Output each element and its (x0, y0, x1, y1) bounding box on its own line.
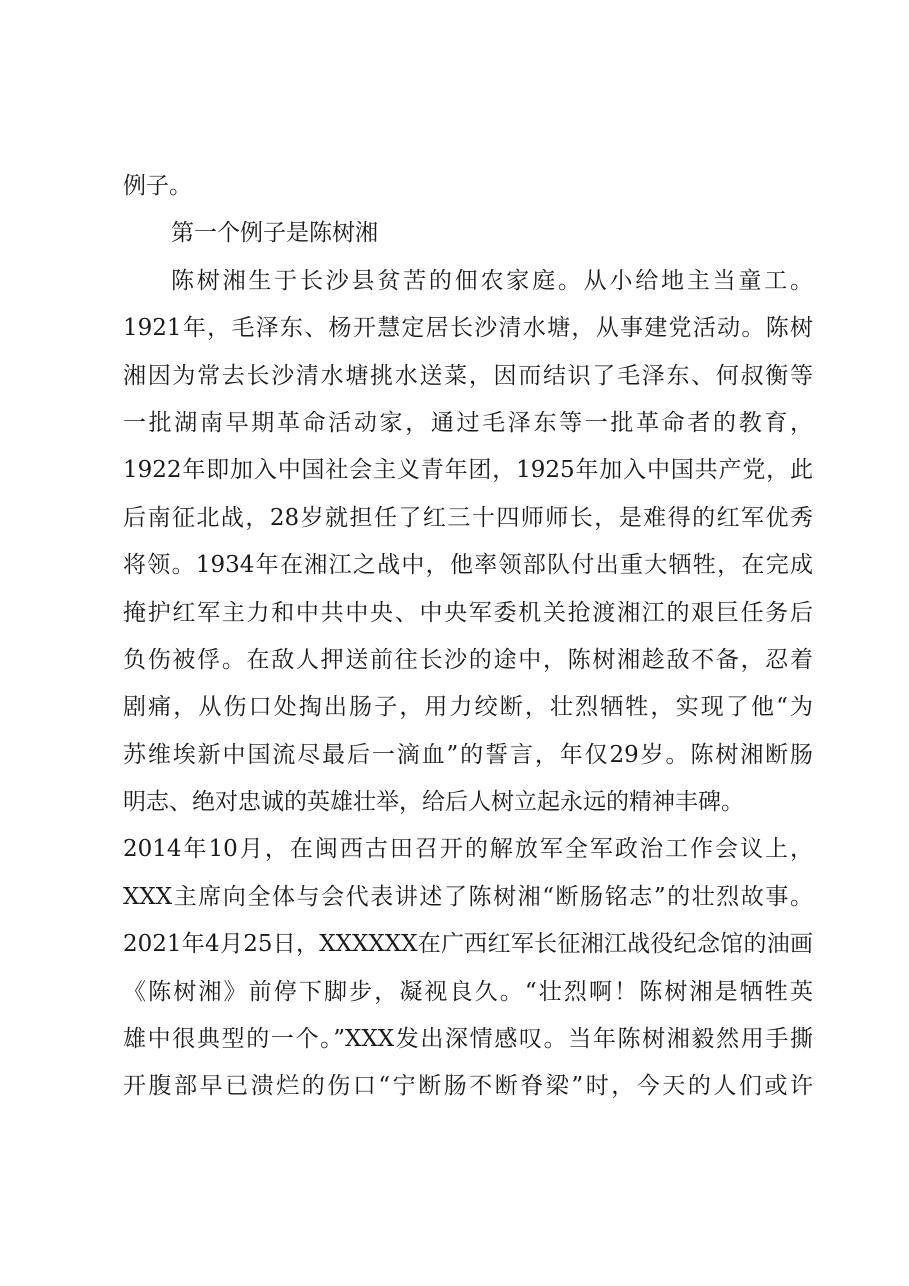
text-line: 1921年，毛泽东、杨开慧定居长沙清水塘，从事建党活动。陈树 (123, 315, 813, 342)
text-line: 将领。1934年在湘江之战中，他率领部队付出重大牺牲，在完成 (123, 552, 813, 579)
text-line: 苏维埃新中国流尽最后一滴血”的誓言，年仅29岁。陈树湘断肠 (123, 741, 813, 768)
text-line: 掩护红军主力和中共中央、中央军委机关抢渡湘江的艰巨任务后 (123, 599, 813, 626)
text-line: 负伤被俘。在敌人押送前往长沙的途中，陈树湘趁敌不备，忍着 (123, 646, 813, 673)
text-line: 雄中很典型的一个。”XXX发出深情感叹。当年陈树湘毅然用手撕 (123, 1026, 813, 1053)
paragraph-first-line: 陈树湘生于长沙县贫苦的佃农家庭。从小给地主当童工。 (171, 267, 813, 294)
text-line: 开腹部早已溃烂的伤口“宁断肠不断脊梁”时，今天的人们或许 (123, 1073, 813, 1100)
text-line: 后南征北战，28岁就担任了红三十四师师长，是难得的红军优秀 (123, 504, 813, 531)
text-line: 2021年4月25日，XXXXXX在广西红军长征湘江战役纪念馆的油画 (123, 931, 813, 958)
text-line: XXX主席向全体与会代表讲述了陈树湘“断肠铭志”的壮烈故事。 (123, 883, 813, 910)
text-line: 一批湖南早期革命活动家，通过毛泽东等一批革命者的教育， (123, 409, 813, 436)
text-line: 明志、绝对忠诚的英雄壮举，给后人树立起永远的精神丰碑。 (123, 789, 744, 816)
text-line: 2014年10月，在闽西古田召开的解放军全军政治工作会议上， (123, 836, 813, 863)
text-line: 例子。 (123, 173, 192, 199)
body-text (123, 163, 813, 1111)
text-line: 《陈树湘》前停下脚步，凝视良久。“壮烈啊！陈树湘是牺牲英 (123, 978, 813, 1005)
text-line: 剧痛，从伤口处掏出肠子，用力绞断，壮烈牺牲，实现了他“为 (123, 694, 813, 721)
text-line: 湘因为常去长沙清水塘挑水送菜，因而结识了毛泽东、何叔衡等 (123, 362, 813, 389)
section-heading: 第一个例子是陈树湘 (171, 220, 378, 247)
text-line: 1922年即加入中国社会主义青年团，1925年加入中国共产党，此 (123, 457, 813, 484)
